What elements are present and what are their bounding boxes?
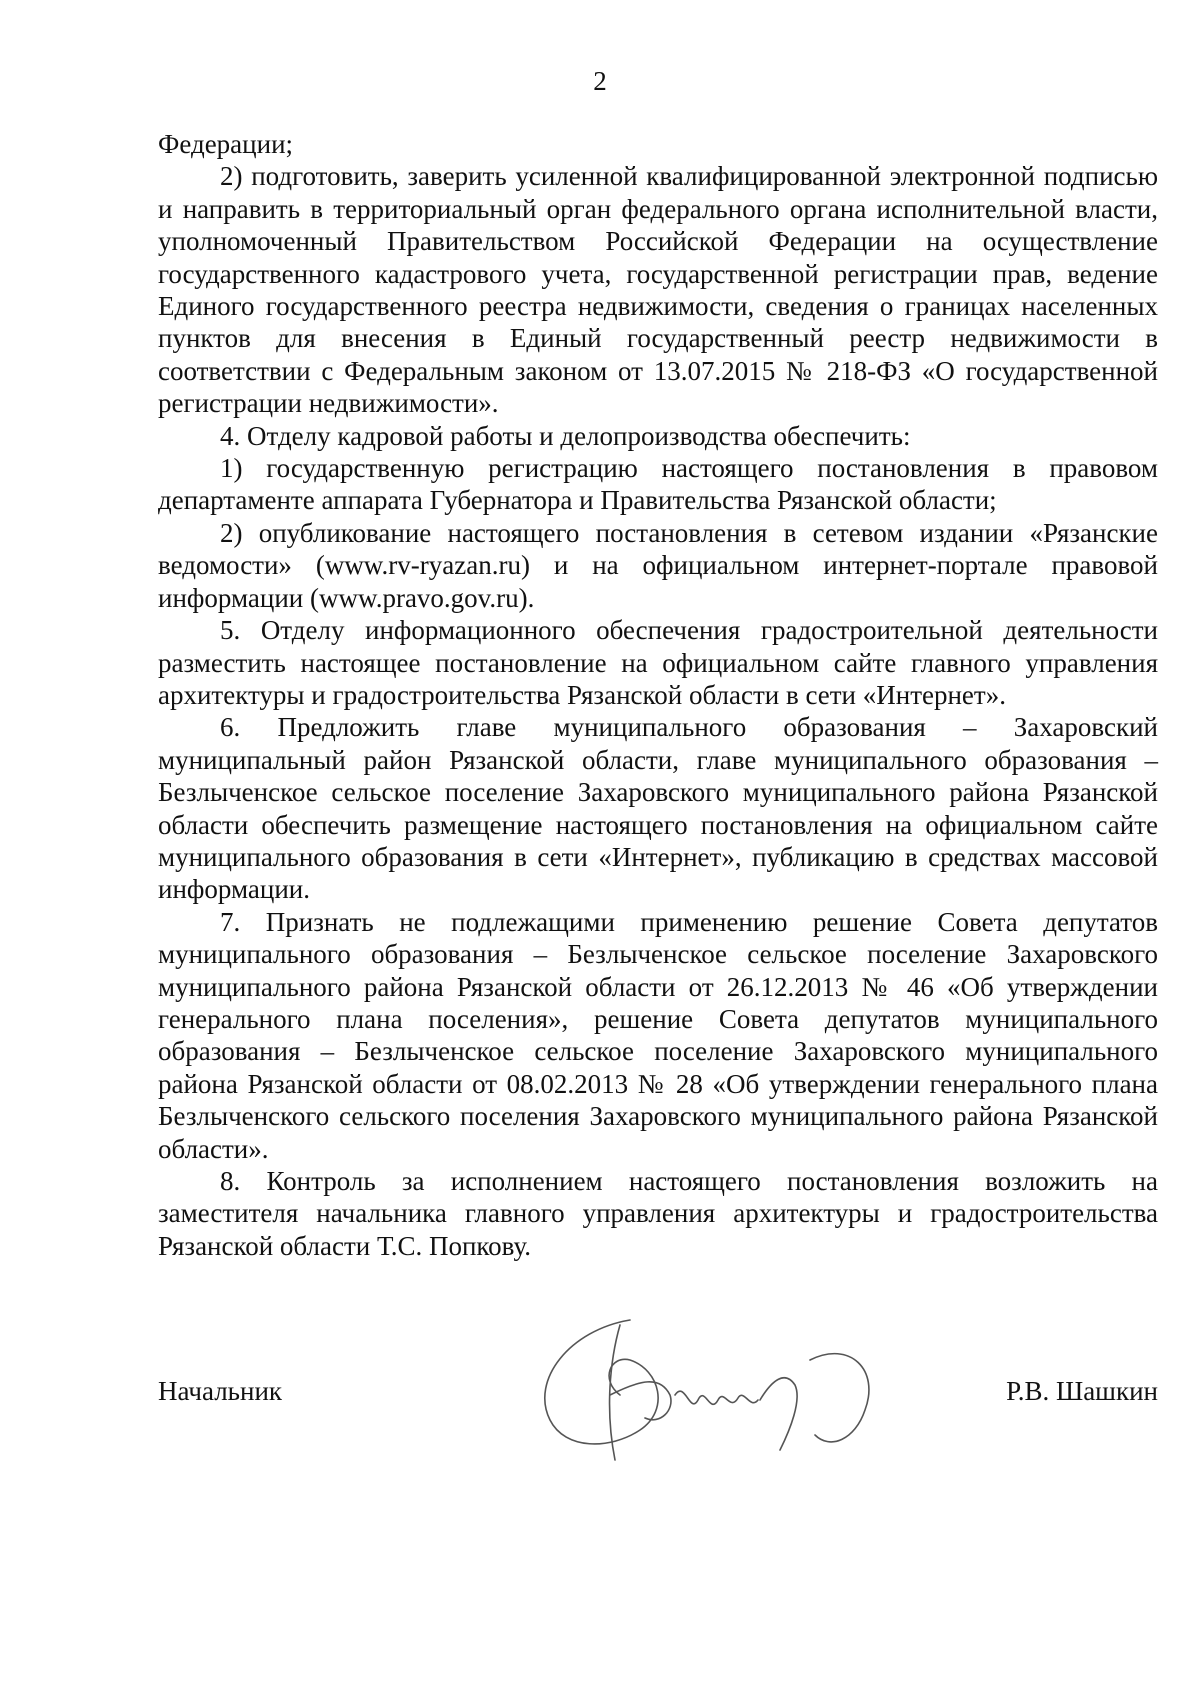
paragraph-item: 2) опубликование настоящего постановления в сетевом издании «Рязанские ведомости» (www.rv-ryazan.ru) и на официальном интернет-портале правовой информации (www.pravo.gov.ru). <box>158 517 1158 613</box>
paragraph-item: 4. Отделу кадровой работы и делопроизводства обеспечить: <box>220 420 911 451</box>
paragraph-item: 1) государственную регистрацию настоящего постановления в правовом департаменте аппарата Губернатора и Правительства Рязанской области; <box>158 453 1158 516</box>
signer-name: Р.В. Шашкин <box>1006 1376 1158 1406</box>
paragraph-item: 7. Признать не подлежащими применению решение Совета депутатов муниципального образования – Безлыченское сельское поселение Захаровского муниципального района Рязанской области от 26.12.2013 № 46 «Об утверждении генерального плана поселения», решение Совета депутатов муниципального образования – Безлыченское сельское поселение Захаровского муниципального района Рязанской области от 08.02.2013 № 28 «Об утверждении генерального плана Безлыченского сельского поселения Захаровского муниципального района Рязанской области». <box>158 906 1158 1164</box>
signer-position: Начальник <box>158 1376 283 1406</box>
paragraph-item: 8. Контроль за исполнением настоящего постановления возложить на заместителя начальника главного управления архитектуры и градостроительства Рязанской области Т.С. Попкову. <box>158 1166 1158 1261</box>
paragraph-item: 5. Отделу информационного обеспечения градостроительной деятельности разместить настоящее постановление на официальном сайте главного управления архитектуры и градостроительства Рязанской области в сети «Интернет». <box>158 615 1158 710</box>
paragraph-item: 6. Предложить главе муниципального образования – Захаровский муниципальный район Рязанской области, главе муниципального образования – Безлыченское сельское поселение Захаровского муниципального района Рязанской области обеспечить размещение настоящего постановления на официальном сайте муниципального образования в сети «Интернет», публикацию в средствах массовой информации. <box>158 712 1158 905</box>
signature-block <box>158 1376 1158 1416</box>
document-body <box>158 128 1158 1262</box>
paragraph-item: 2) подготовить, заверить усиленной квалифицированной электронной подписью и направить в территориальный орган федерального органа исполнительной власти, уполномоченный Правительством Российской Федерации на осуществление государственного кадастрового учета, государственной регистрации прав, ведение Единого государственного реестра недвижимости, сведения о границах населенных пунктов для внесения в Единый государственный реестр недвижимости в соответствии с Федеральным законом от 13.07.2015 № 218-ФЗ «О государственной регистрации недвижимости». <box>158 161 1158 419</box>
paragraph-continuation: Федерации; <box>158 129 294 159</box>
page-number: 2 <box>593 66 607 96</box>
